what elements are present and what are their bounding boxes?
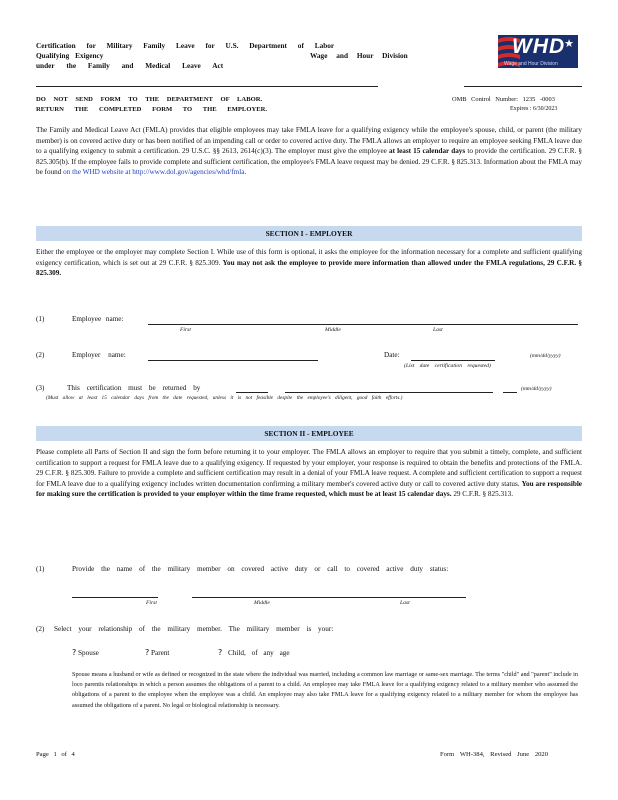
checkbox-icon[interactable]: ? (72, 648, 77, 657)
section-1-intro (36, 247, 582, 279)
s1-q2-number: (2) (36, 351, 45, 359)
section-2-header (36, 426, 582, 441)
header-rule (36, 86, 378, 87)
request-date-field[interactable] (411, 360, 495, 361)
form-title-line1: Certification for Military Family Leave for U.S. Department of Labor (36, 41, 335, 50)
s1-last-label: Last (433, 327, 443, 333)
header-rule-right (464, 86, 582, 87)
logo-subtext: Wage and Hour Division (504, 61, 558, 67)
s1-q3-label: This certification must be returned by (67, 384, 201, 392)
return-by-field-a[interactable] (236, 392, 268, 393)
option-label-child: Child, of any age (228, 649, 290, 657)
omb-control-number: OMB Control Number: 1235 -0003 (452, 96, 555, 103)
intro-text-b: to provide the certification. 29 C.F.R. § 825.305(b). If the employee fails to provide complete and sufficient certification, the employee's FMLA leave request may be denied. 29 C.F.R. § 825.313. Information about the FMLA may be found (36, 147, 583, 177)
s1-q2-label: Employer name: (72, 351, 126, 359)
s2-q1-label: Provide the name of the military member on covered active duty or call to covered active duty status: (72, 565, 449, 573)
relationship-option-child[interactable] (218, 648, 290, 659)
whd-logo (498, 35, 578, 68)
logo-text: WHD (512, 35, 566, 58)
s2-q1-number: (1) (36, 565, 45, 573)
form-title-line2: Qualifying Exigency (36, 51, 104, 60)
employee-name-field[interactable] (148, 324, 578, 325)
form-identifier: Form WH-384, Revised June 2020 (440, 751, 549, 758)
s1-date-label: Date: (384, 351, 400, 359)
warning-line1: DO NOT SEND FORM TO THE DEPARTMENT OF LABOR. (36, 96, 263, 103)
option-label-parent: Parent (151, 649, 170, 657)
s1-first-label: First (180, 327, 191, 333)
employer-name-field[interactable] (148, 360, 318, 361)
checkbox-icon[interactable]: ? (218, 648, 223, 657)
section-1-intro-text: Either the employee or the employer may complete Section I. While use of this form is optional, it asks the employee for the information necessary for a complete and sufficient qualifying exigency certification, which is set out at 29 C.F.R. § 825.309. (36, 248, 582, 267)
expiration-date: Expires : 6/30/2023 (510, 106, 558, 112)
agency-division: Wage and Hour Division (310, 51, 408, 60)
return-by-field-c[interactable] (503, 392, 517, 393)
s1-date-hint: (List date certification requested) (404, 363, 491, 369)
section-2-title: SECTION II - EMPLOYEE (264, 429, 354, 438)
s2-last-label: Last (400, 600, 410, 606)
s2-first-label: First (146, 600, 157, 606)
section-2-intro-text: Please complete all Parts of Section II and sign the form before returning it to your employer. The FMLA allows an employer to require that you submit a timely, complete, and sufficient certification to support a request for FMLA leave due to a qualifying exigency. If requested by your employer, your response is required to obtain the benefits and protections of the FMLA. 29 C.F.R. § 825.309. Failure to provide a complete and sufficient certification may result in a denial of your FMLA leave request. A complete and sufficient certification to support a request for FMLA leave due to a qualifying exigency includes written documentation confirming a military member's covered active duty or call to covered active duty status. (36, 448, 582, 488)
page-number: Page 1 of 4 (36, 751, 75, 758)
section-1-header (36, 226, 582, 241)
relationship-option-parent[interactable] (145, 648, 169, 659)
whd-website-link[interactable]: on the WHD website at http://www.dol.gov/agencies/whd/fmla (63, 168, 245, 177)
warning-line2: RETURN THE COMPLETED FORM TO THE EMPLOYER. (36, 106, 268, 113)
section-2-intro-bold: You are responsible for making sure the certification is provided to your employer within the time frame requested, which must be at least 15 calendar days. (36, 479, 583, 499)
intro-text-end: . (244, 168, 247, 177)
section-2-intro (36, 447, 582, 500)
section-1-intro-bold: You may not ask the employee to provide more information than allowed under the FMLA regulations, 29 C.F.R. § 825.309. (36, 258, 583, 278)
option-label-spouse: Spouse (78, 649, 99, 657)
member-first-name-field[interactable] (72, 597, 158, 598)
member-middle-last-name-field[interactable] (192, 597, 466, 598)
s2-q2-label: Select your relationship of the military member. The military member is your: (54, 625, 334, 633)
return-by-field-b[interactable] (285, 392, 493, 393)
section-1-title: SECTION I - EMPLOYER (265, 229, 353, 238)
s1-q3-date-format: (mm/dd/yyyy) (521, 386, 552, 392)
s1-q1-label: Employee name: (72, 315, 124, 323)
s1-middle-label: Middle (325, 327, 341, 333)
intro-paragraph (36, 125, 582, 178)
spouse-definition-note: Spouse means a husband or wife as defined or recognized in the state where the individual was married, including a common law marriage or same-sex marriage. The terms "child" and "parent" include in loco parentis relationships in which a person assumes the obligations of a parent to a child. An employee may take FMLA leave for a qualifying exigency related to a military member who assumed the obligations of a parent to the employee when the employee was a child. An employee may also take FMLA leave for a qualifying exigency related to a military member for whom the employee has assumed the obligations of a parent. No legal or biological relationship is necessary. (72, 671, 578, 709)
intro-deadline: at least 15 calendar days (389, 147, 466, 156)
intro-text-a: The Family and Medical Leave Act (FMLA) provides that eligible employees may take FMLA leave for a qualifying exigency while the employee's spouse, child, or parent (the military member) is on covered active duty or has been notified of an impending call or order to covered active duty. The FMLA allows an employer to require an employee seeking FMLA leave due to a qualifying exigency to submit a certification. 29 U.S.C. §§ 2613, 2614(c)(3). The employer must give the employee (36, 126, 582, 156)
star-icon: ★ (564, 38, 574, 50)
relationship-option-spouse[interactable] (72, 648, 99, 659)
s1-date-format: (mm/dd/yyyy) (530, 353, 561, 359)
s1-q3-number: (3) (36, 384, 45, 392)
section-2-intro-tail: 29 C.F.R. § 825.313. (453, 490, 514, 499)
form-title-line3: under the Family and Medical Leave Act (36, 61, 224, 70)
s2-middle-label: Middle (254, 600, 270, 606)
s2-q2-number: (2) (36, 625, 45, 633)
checkbox-icon[interactable]: ? (145, 648, 150, 657)
s1-q3-hint: (Must allow at least 15 calendar days from the date requested, unless it is not feasible despite the employee's diligent, good faith efforts.) (46, 395, 403, 401)
s1-q1-number: (1) (36, 315, 45, 323)
